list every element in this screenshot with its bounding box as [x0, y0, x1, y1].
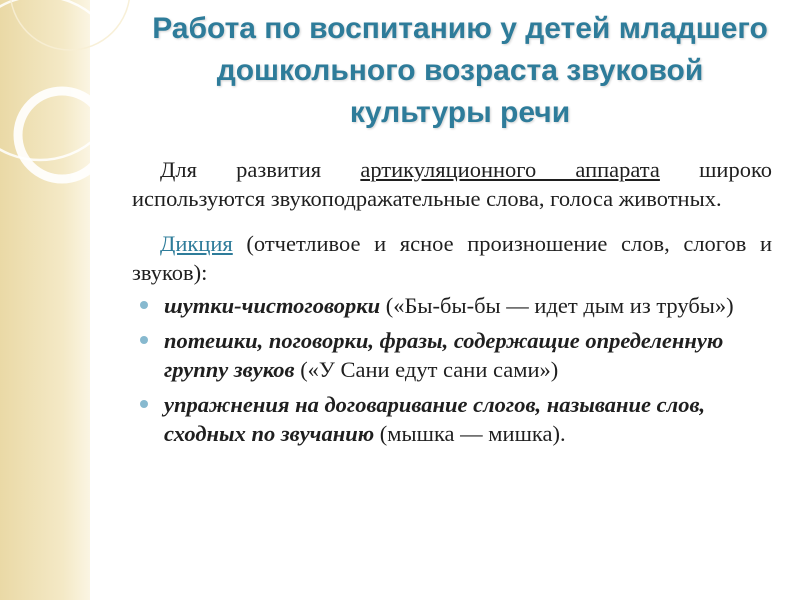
spacer: [132, 213, 772, 229]
bullet-dot-icon: [140, 301, 148, 309]
slide-content: [132, 155, 772, 454]
circles-decoration-icon: [0, 0, 130, 260]
diction-term: Дикция: [160, 231, 233, 256]
list-item: упражнения на договаривание слогов, называние слов, сходных по звучанию (мышка — мишка).: [132, 390, 772, 448]
slide-title: Работа по воспитанию у детей младшего дошкольного возраста звуковой культуры речи: [152, 12, 768, 129]
list-item: потешки, поговорки, фразы, содержащие определенную группу звуков («У Сани едут сани сами»): [132, 326, 772, 384]
paragraph-diction: Дикция (отчетливое и ясное произношение слов, слогов и звуков):: [132, 231, 772, 285]
bullet-dot-icon: [140, 400, 148, 408]
bullet-dot-icon: [140, 336, 148, 344]
paragraph-articulation: Для развития артикуляционного аппарата широко используются звукоподражательные слова, голоса животных.: [132, 157, 773, 211]
bullet-list: [132, 291, 772, 448]
underlined-term: артикуляционного аппарата: [360, 157, 660, 182]
list-item: шутки-чистоговорки («Бы-бы-бы — идет дым из трубы»): [132, 291, 772, 320]
